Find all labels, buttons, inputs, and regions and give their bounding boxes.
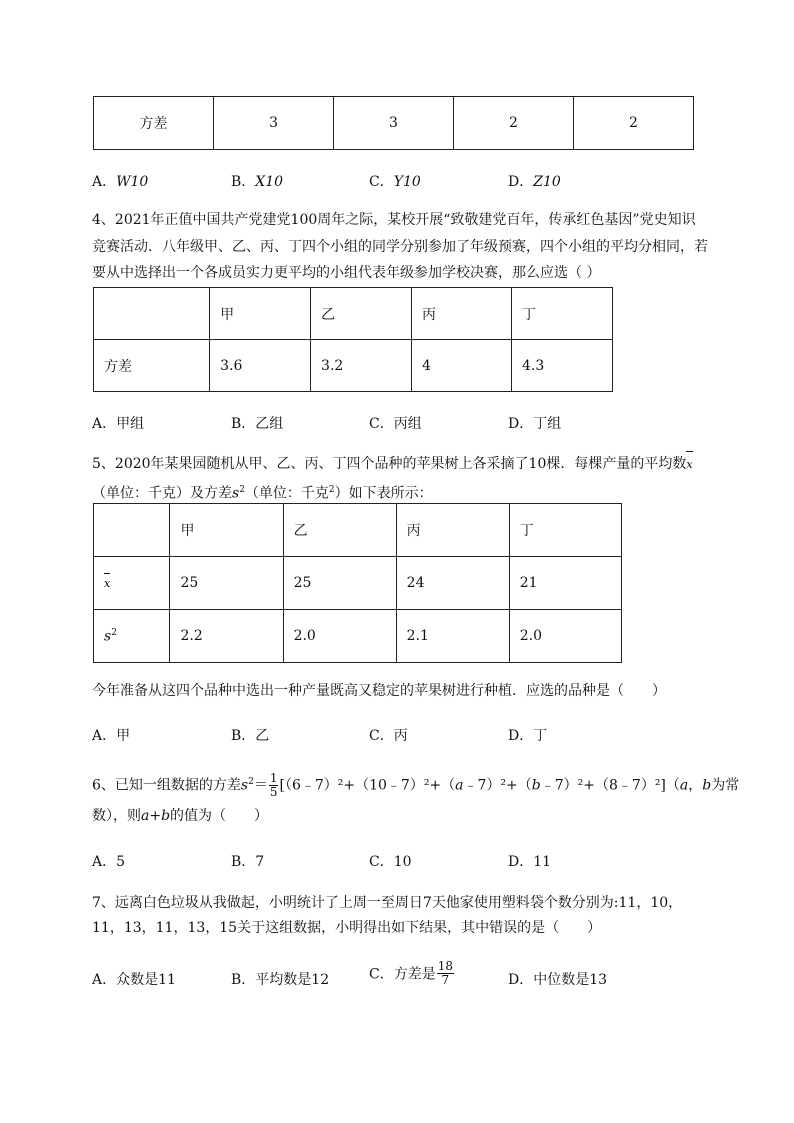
q4-table [93,287,613,392]
q4-cell: 3.2 [311,340,412,392]
q4-cell: 4 [411,340,511,392]
q3-cell: 3 [334,97,454,150]
q3-variance-table [93,96,694,150]
q7-option-c[interactable]: C．方差是 $\frac{18}{7}$ [369,959,453,987]
q7-option-a[interactable]: A．众数是11 [92,972,176,988]
q5-cell: 2.1 [396,610,509,663]
q7-option-d[interactable]: D．中位数是13 [508,972,608,988]
q5-row-label-mean: x [94,557,170,610]
q5-header: 乙 [283,504,396,557]
q3-option-c[interactable]: C．Y10 [369,174,421,190]
q3-row-label: 方差 [94,97,214,150]
q3-cell: 2 [454,97,574,150]
q6-option-c[interactable]: C．10 [369,854,412,870]
q5-option-c[interactable]: C．丙 [369,728,408,744]
q6-option-d[interactable]: D．11 [508,854,552,870]
q4-header: 乙 [311,288,412,340]
q5-corner-cell [94,504,170,557]
q5-header: 甲 [170,504,283,557]
fraction-eighteen-sevenths: $\frac{18}{7}$ [437,959,453,987]
q5-option-d[interactable]: D．丁 [508,728,548,744]
q6-text-line2: 数），则a+b的值为（ ） [92,808,269,824]
q5-cell: 2.2 [170,610,283,663]
q5-cell: 25 [170,557,283,610]
q4-row-label: 方差 [94,340,210,392]
q3-cell: 2 [573,97,693,150]
q4-option-d[interactable]: D．丁组 [508,416,562,432]
q7-text-line1: 7、远离白色垃圾从我做起，小明统计了上周一至周日7天他家使用塑料袋个数分别为:11，10， [92,895,683,911]
q6-option-a[interactable]: A．5 [92,854,126,870]
q5-cell: 21 [509,557,621,610]
q4-header: 甲 [210,288,311,340]
q5-cell: 2.0 [509,610,621,663]
q5-header: 丁 [509,504,621,557]
q5-cell: 25 [283,557,396,610]
q4-header: 丁 [512,288,613,340]
q5-header: 丙 [396,504,509,557]
q5-text-line1: 5、2020年某果园随机从甲、乙、丙、丁四个品种的苹果树上各采摘了10棵．每棵产量的平均数x [92,454,693,475]
q4-text-line2: 竞赛活动．八年级甲、乙、丙、丁四个小组的同学分别参加了年级预赛，四个小组的平均分相同，若 [92,239,708,255]
q3-option-a[interactable]: A．W10 [92,174,149,190]
q5-table [93,503,622,663]
q5-cell: 24 [396,557,509,610]
q4-option-a[interactable]: A．甲组 [92,416,145,432]
q4-text-line3: 要从中选择出一个各成员实力更平均的小组代表年级参加学校决赛，那么应选（ ） [92,265,601,281]
q4-header: 丙 [411,288,511,340]
q5-cell: 2.0 [283,610,396,663]
q7-text-line2: 11，13，11，13，15关于这组数据，小明得出如下结果，其中错误的是（ ） [92,920,602,936]
q6-text-line1: 6、已知一组数据的方差$s^2=$ $\frac{1}{5}$ [（6﹣7）²+（10﹣7）²+（a﹣7）²+（b﹣7）²+（8﹣7）²]（a，b为常 [92,771,740,800]
q5-text-line2: （单位：千克）及方差$s^2$（单位：千克$^2$）如下表所示： [92,485,433,502]
q7-option-b[interactable]: B．平均数是12 [231,972,330,988]
q6-option-b[interactable]: B．7 [231,854,265,870]
q5-question-text: 今年准备从这四个品种中选出一种产量既高又稳定的苹果树进行种植．应选的品种是（ ） [92,683,666,699]
q4-cell: 4.3 [512,340,613,392]
q4-option-b[interactable]: B．乙组 [231,416,284,432]
q3-cell: 3 [214,97,334,150]
q5-row-label-variance: $s^2$ [94,610,170,663]
q3-option-b[interactable]: B．X10 [231,174,284,190]
q4-corner-cell [94,288,210,340]
q4-cell: 3.6 [210,340,311,392]
q5-option-b[interactable]: B．乙 [231,728,270,744]
fraction-one-fifth: $\frac{1}{5}$ [269,771,278,800]
q4-text-line1: 4、2021年正值中国共产党建党100周年之际，某校开展“致敬建党百年，传承红色基因”党史知识 [92,212,696,228]
q4-option-c[interactable]: C．丙组 [369,416,422,432]
q5-option-a[interactable]: A．甲 [92,728,131,744]
q3-option-d[interactable]: D．Z10 [508,174,561,190]
x-bar-symbol: x [686,455,692,475]
